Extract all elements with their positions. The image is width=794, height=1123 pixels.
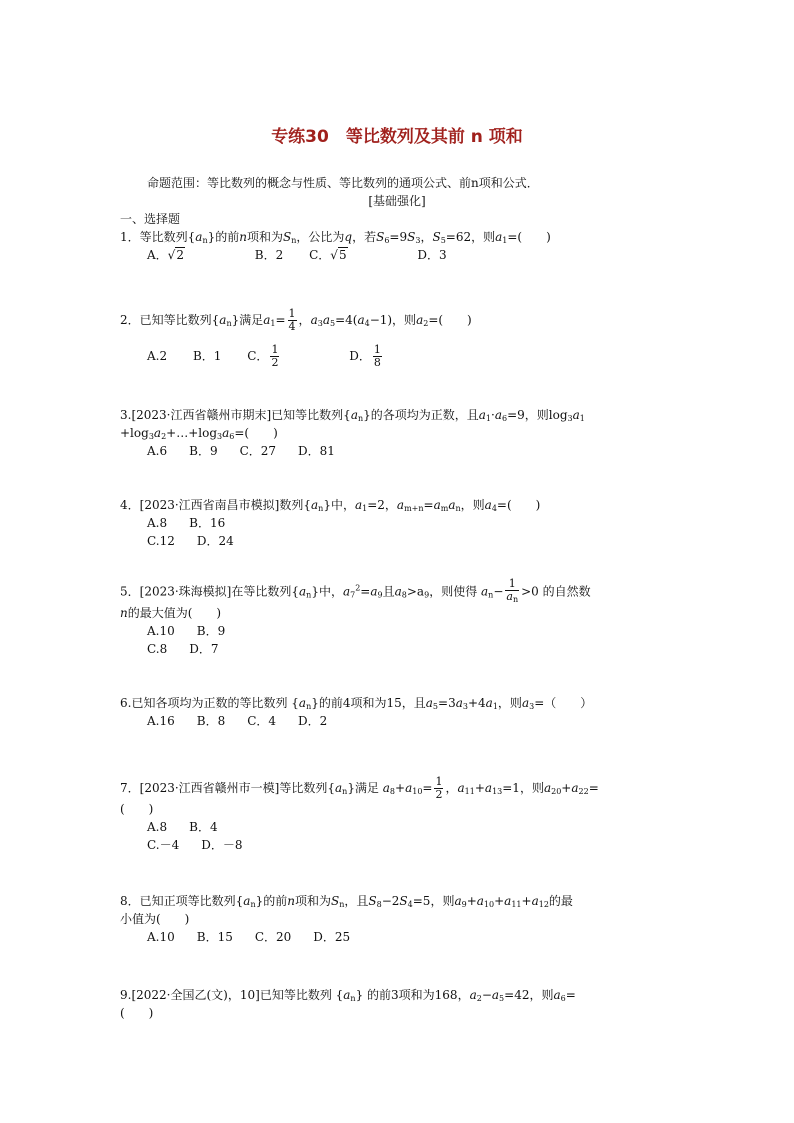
question-1-stem: 1．等比数列$\{a_n\}$的前n项和为$S_n$，公比为q，若$S_6=9S_3$，$S_5=62$，则$a_1=$( ) <box>120 230 551 245</box>
question-4-options-row1 <box>147 514 707 532</box>
question-7-options-row1 <box>147 818 707 836</box>
option-a: A.10 <box>147 624 175 638</box>
option-c: C．27 <box>239 444 277 458</box>
question-4-stem: 4．[2023·江西省南昌市模拟]数列$\{a_n\}$中，$a_1=2$，$a_{m+n}=a_ma_n$，则$a_4=$( ) <box>120 498 541 513</box>
option-c: C．√5 <box>309 248 347 262</box>
option-a: A.16 <box>147 714 175 728</box>
question-8-stem: 8．已知正项等比数列$\{a_n\}$的前n项和为$S_n$，且$S_8-2S_4=5$，则$a_9+a_{10}+a_{11}+a_{12}$的最 <box>120 894 573 909</box>
question-3-stem-cont: $+\log_3a_2+\dots+\log_3a_6=$( ) <box>120 426 278 441</box>
scope-line: 命题范围：等比数列的概念与性质、等比数列的通项公式、前n项和公式． <box>147 176 539 190</box>
option-d: D．3 <box>417 248 447 262</box>
option-a: A.6 <box>147 444 168 458</box>
option-d: D．－8 <box>201 838 243 852</box>
question-8-stem-cont: 小值为( ) <box>120 912 190 926</box>
question-5-stem-cont: n的最大值为( ) <box>120 606 222 620</box>
option-b: B．9 <box>189 444 218 458</box>
question-7-stem-cont: ( ) <box>120 802 154 816</box>
option-a: A.8 <box>147 516 168 530</box>
question-2-stem: 2．已知等比数列$\{a_n\}$满足$a_1=$ $\frac{1}{4}$ ，$a_3a_5=4(a_4-1)$，则$a_2=$( ) <box>120 307 472 333</box>
question-9-stem: 9.[2022·全国乙(文)，10]已知等比数列 $\{a_n\}$ 的前3项和为168，$a_2-a_5=42$，则$a_6=$ <box>120 988 576 1003</box>
question-3-stem: 3.[2023·江西省赣州市期末]已知等比数列$\{a_n\}$的各项均为正数，且$a_1\cdot a_6=9$，则$\log_3a_1$ <box>120 408 585 423</box>
question-2-options <box>147 344 707 369</box>
option-c: C.12 <box>147 534 175 548</box>
question-4-options-row2 <box>147 532 707 550</box>
option-c: C． $\frac{1}{2}$ <box>247 343 279 369</box>
option-b: B．2 <box>254 248 284 262</box>
option-a: A.8 <box>147 820 168 834</box>
question-1-options <box>147 246 707 264</box>
option-d: D．7 <box>189 642 219 656</box>
question-7-stem: 7．[2023·江西省赣州市一模]等比数列$\{a_n\}$满足 $a_8+a_{10}=$ $\frac{1}{2}$ ，$a_{11}+a_{13}=1$，则$a_{20}+a_{22}=$ <box>120 775 599 801</box>
option-d: D．25 <box>313 930 351 944</box>
question-5-stem: 5．[2023·珠海模拟]在等比数列$\{a_n\}$中，$a_7^2=a_9$且$a_8>a_9$，则使得 $a_n-$ $\frac{1}{a_n}$ >0 的自然数 <box>120 577 591 604</box>
section-tag: [基础强化] <box>368 194 426 208</box>
question-5-options-row1 <box>147 622 707 640</box>
option-a: A．√2 <box>147 248 184 262</box>
question-5-options-row2 <box>147 640 707 658</box>
option-b: B．4 <box>189 820 218 834</box>
option-a: A.10 <box>147 930 175 944</box>
page-title: 专练30 等比数列及其前 n 项和 <box>271 127 523 147</box>
option-a: A.2 <box>147 349 168 363</box>
option-c: C．20 <box>254 930 292 944</box>
option-d: D．81 <box>298 444 335 458</box>
question-3-options <box>147 442 707 460</box>
option-b: B．8 <box>196 714 226 728</box>
question-7-options-row2 <box>147 836 707 854</box>
option-d: D． $\frac{1}{8}$ <box>349 343 381 369</box>
option-c: C.－4 <box>147 838 180 852</box>
question-6-options <box>147 712 707 730</box>
option-b: B．1 <box>192 349 222 363</box>
option-b: B．16 <box>189 516 226 530</box>
option-d: D．24 <box>196 534 234 548</box>
question-9-stem-cont: ( ) <box>120 1006 154 1020</box>
section-heading: 一、选择题 <box>120 212 181 226</box>
question-8-options <box>147 928 707 946</box>
question-6-stem: 6.已知各项均为正数的等比数列 $\{a_n\}$的前4项和为15，且$a_5=3a_3+4a_1$，则$a_3=$（ ） <box>120 696 593 711</box>
option-c: C.8 <box>147 642 168 656</box>
option-b: B．9 <box>196 624 226 638</box>
option-b: B．15 <box>196 930 233 944</box>
option-d: D．2 <box>298 714 328 728</box>
option-c: C．4 <box>247 714 277 728</box>
